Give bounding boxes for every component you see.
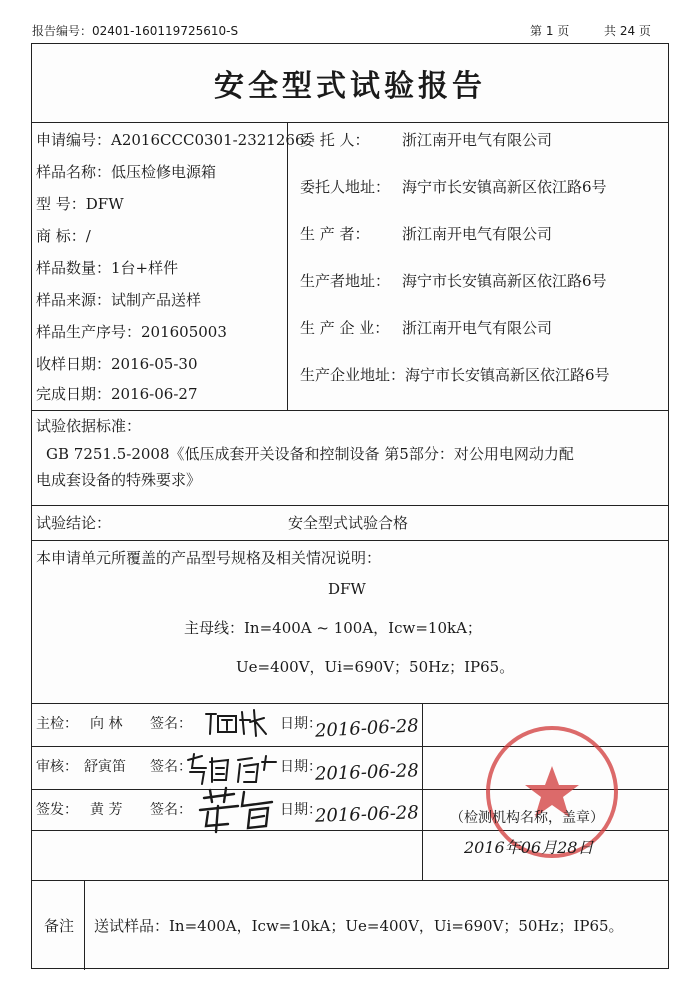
coverage-ratings: Ue=400V，Ui=690V；50Hz；IP65。 xyxy=(236,658,515,676)
sample-quantity: 样品数量：1台+样件 xyxy=(36,259,179,277)
completed-date: 完成日期：2016-06-27 xyxy=(36,385,198,403)
inspector-name: 向 林 xyxy=(90,716,123,732)
divider xyxy=(32,540,668,541)
reviewer-date: 2016-06-28 xyxy=(314,760,420,785)
application-number: 申请编号：A2016CCC0301-2321266 xyxy=(36,131,305,149)
producer-value: 浙江南开电气有限公司 xyxy=(402,225,553,243)
coverage-model: DFW xyxy=(328,580,366,598)
client-value: 浙江南开电气有限公司 xyxy=(402,131,553,149)
reviewer-date-label: 日期： xyxy=(280,759,322,775)
divider xyxy=(287,122,288,410)
report-title: 安全型式试验报告 xyxy=(214,69,486,104)
issuer-date-label: 日期： xyxy=(280,802,322,818)
divider xyxy=(84,880,85,970)
reviewer-signature xyxy=(182,750,282,788)
remark-label: 备注 xyxy=(44,917,75,935)
standard-line-2: 电成套设备的特殊要求》 xyxy=(36,471,202,489)
divider xyxy=(32,703,668,704)
divider xyxy=(32,122,668,123)
producer-address-value: 海宁市长安镇高新区依江路6号 xyxy=(402,272,607,290)
producer-address-label: 生产者地址： xyxy=(300,272,391,290)
client-label: 委 托 人： xyxy=(300,131,370,149)
issuer-name: 黄 芳 xyxy=(90,802,123,818)
issuer-sign-label: 签名： xyxy=(150,802,192,818)
report-form xyxy=(31,43,669,969)
divider xyxy=(32,505,668,506)
received-date: 收样日期：2016-05-30 xyxy=(36,355,198,373)
coverage-label: 本申请单元所覆盖的产品型号规格及相关情况说明： xyxy=(36,549,382,567)
inspector-date: 2016-06-28 xyxy=(314,715,420,742)
standard-line-1: GB 7251.5-2008《低压成套开关设备和控制设备 第5部分：对公用电网动力配 xyxy=(46,445,574,463)
sample-name: 样品名称：低压检修电源箱 xyxy=(36,163,217,181)
remark-value: 送试样品：In=400A，Icw=10kA；Ue=400V，Ui=690V；50Hz；IP65。 xyxy=(94,917,624,935)
sample-source: 样品来源：试制产品送样 xyxy=(36,291,202,309)
divider xyxy=(32,410,668,411)
standard-label: 试验依据标准： xyxy=(36,417,142,435)
reviewer-name: 舒寅笛 xyxy=(84,759,126,775)
page-number: 第 1 页 xyxy=(530,24,570,38)
report-number: 报告编号：02401-160119725610-S xyxy=(32,24,239,38)
inspector-role: 主检： xyxy=(36,716,78,732)
page-total: 共 24 页 xyxy=(604,24,651,38)
conclusion-label: 试验结论： xyxy=(36,514,112,532)
sample-serial: 样品生产序号：201605003 xyxy=(36,323,227,341)
manufacturer-address-value: 海宁市长安镇高新区依江路6号 xyxy=(405,366,610,384)
client-address-label: 委托人地址： xyxy=(300,178,391,196)
manufacturer-label: 生 产 企 业： xyxy=(300,319,390,337)
reviewer-sign-label: 签名： xyxy=(150,759,192,775)
reviewer-role: 审核： xyxy=(36,759,78,775)
inspector-date-label: 日期： xyxy=(280,716,322,732)
model-field: 型 号：DFW xyxy=(36,195,124,213)
stamp-caption: （检测机构名称，盖章） xyxy=(450,810,604,826)
manufacturer-address-label: 生产企业地址： xyxy=(300,366,406,384)
issuer-date: 2016-06-28 xyxy=(314,802,420,827)
issuer-signature xyxy=(194,786,278,834)
issuer-role: 签发： xyxy=(36,802,78,818)
divider xyxy=(32,880,668,881)
manufacturer-value: 浙江南开电气有限公司 xyxy=(402,319,553,337)
trademark-field: 商 标：/ xyxy=(36,227,91,245)
inspector-signature xyxy=(202,706,272,740)
inspector-sign-label: 签名： xyxy=(150,716,192,732)
producer-label: 生 产 者： xyxy=(300,225,370,243)
conclusion-value: 安全型式试验合格 xyxy=(288,514,409,532)
divider xyxy=(422,703,423,880)
coverage-busbar: 主母线：In=400A ~ 100A，Icw=10kA； xyxy=(184,619,482,637)
stamp-date: 2016年06月28日 xyxy=(464,838,594,857)
client-address-value: 海宁市长安镇高新区依江路6号 xyxy=(402,178,607,196)
